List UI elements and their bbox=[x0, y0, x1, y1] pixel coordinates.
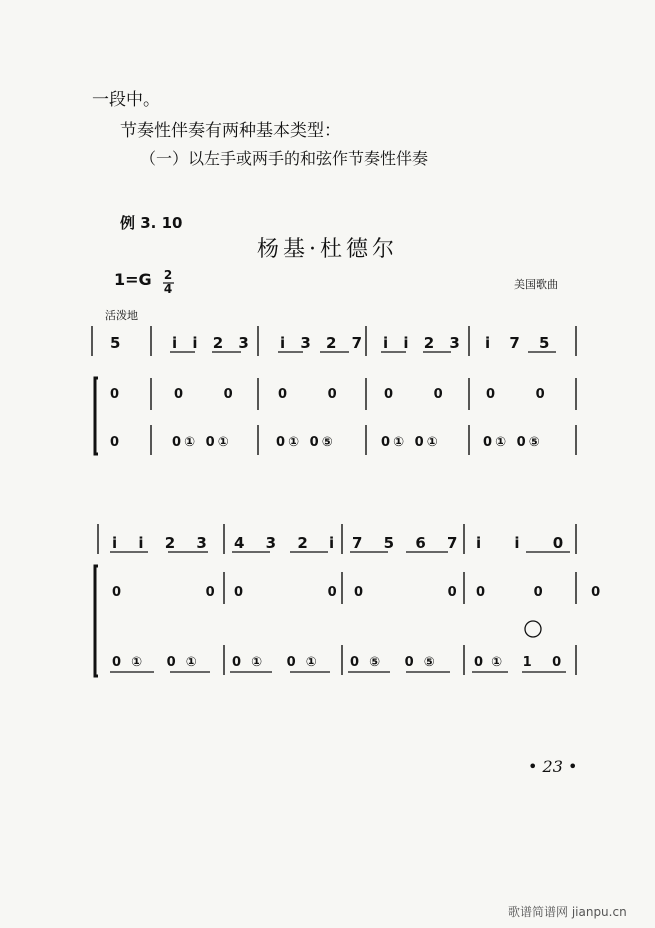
melody-measure: i 3 2 7 bbox=[280, 334, 368, 352]
melody-measure: i i 2 3 bbox=[172, 334, 254, 352]
time-signature-bottom: 4 bbox=[163, 282, 173, 296]
chord-measure: 0 0 0 bbox=[476, 585, 623, 600]
chord-measure: 0 0 bbox=[278, 387, 355, 402]
time-signature bbox=[163, 268, 174, 296]
chord-measure: 0 0 bbox=[174, 387, 251, 402]
song-origin: 美国歌曲 bbox=[514, 278, 558, 291]
bass-measure: 0① 0① bbox=[112, 655, 207, 670]
melody-measure: i 7 5 bbox=[485, 334, 557, 352]
bass-measure: 0 bbox=[110, 435, 120, 450]
time-signature-top: 2 bbox=[163, 268, 173, 282]
chord-measure: 0 0 bbox=[112, 585, 255, 600]
system-1-melody bbox=[110, 334, 556, 352]
chord-measure: 0 0 bbox=[486, 387, 563, 402]
system-1-brace bbox=[95, 378, 98, 454]
bass-measure: 0① 0① bbox=[172, 435, 232, 450]
bass-measure: 0① 0① bbox=[381, 435, 441, 450]
system-2-chords bbox=[112, 585, 622, 600]
melody-measure: 7 5 6 7 bbox=[352, 534, 466, 552]
watermark: 歌谱简谱网 jianpu.cn bbox=[508, 905, 627, 919]
page-number-value: 23 bbox=[542, 757, 563, 776]
bass-measure: 0① 1 0 bbox=[474, 655, 570, 670]
song-title: 杨基·杜德尔 bbox=[257, 237, 398, 262]
melody-measure: 4 3 2 i bbox=[234, 534, 343, 552]
melody-measure: 5 bbox=[110, 334, 121, 352]
body-text-line-2: 节奏性伴奏有两种基本类型： bbox=[120, 121, 341, 141]
system-2-melody bbox=[112, 534, 577, 552]
chord-measure: 0 bbox=[110, 387, 120, 402]
page-number: • 23 • bbox=[528, 757, 578, 776]
key-label: 1=G bbox=[114, 270, 152, 289]
circled-one-mark bbox=[525, 621, 541, 637]
system-1-chords bbox=[110, 387, 563, 402]
melody-measure: i i 0 bbox=[476, 534, 578, 552]
melody-measure: i i 2 3 bbox=[112, 534, 215, 552]
chord-measure: 0 0 bbox=[384, 387, 461, 402]
body-text-line-1: 一段中。 bbox=[92, 90, 160, 110]
melody-measure: i i 2 3 bbox=[383, 334, 465, 352]
bass-measure: 0① 0① bbox=[232, 655, 327, 670]
tempo-marking: 活泼地 bbox=[105, 309, 138, 322]
chord-measure: 0 0 bbox=[354, 585, 497, 600]
bass-measure: 0① 0⑤ bbox=[276, 435, 336, 450]
chord-measure: 0 0 bbox=[234, 585, 377, 600]
system-2-brace bbox=[95, 566, 98, 676]
bass-measure: 0① 0⑤ bbox=[483, 435, 543, 450]
system-1 bbox=[92, 326, 576, 455]
body-text-line-3: （一）以左手或两手的和弦作节奏性伴奏 bbox=[140, 149, 429, 168]
system-1-bass bbox=[110, 435, 543, 450]
bass-measure: 0⑤ 0⑤ bbox=[350, 655, 445, 670]
example-label: 例 3. 10 bbox=[120, 214, 183, 232]
system-2-bass bbox=[112, 655, 569, 670]
system-2 bbox=[95, 524, 622, 676]
